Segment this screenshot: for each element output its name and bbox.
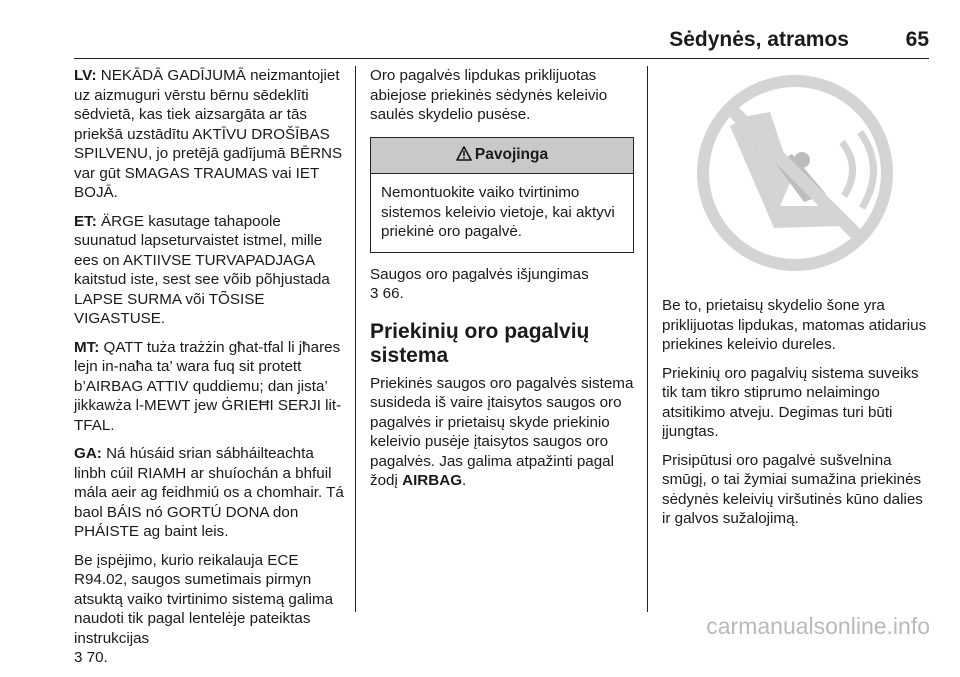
page-header — [74, 24, 929, 59]
column-middle — [370, 66, 634, 500]
body-text: Priekinės saugos oro pagalvės sistema susideda iš vaire įtaisytos saugos oro pagalvės ir prietaisų skyde priekinio keleivio pusėje įtaisytos saugos oro pagalvės. Jas galima atpažinti pagal žodį — [370, 374, 634, 489]
lang-label-mt: MT: — [74, 338, 100, 356]
warning-text: Nemontuokite vaiko tvirtinimo sistemos keleivio vietoje, kai aktyvi priekinė oro pagalvė. — [381, 184, 615, 240]
text-lv: NEKĀDĀ GADĪJUMĀ neizmantojiet uz aizmuguri vērstu bērnu sēdeklīti sēdvietā, kas tiek aizsargāta ar tās priekšā uzstādītu AKTĪVU DROŠĪBAS SPILVENU, jo pretējā gadījumā BĒRNS var gūt SMAGAS TRAUMAS vai IET BOJĀ. — [74, 67, 343, 201]
column-right — [662, 296, 930, 538]
deactivation-text: Saugos oro pagalvės išjungimas — [370, 265, 589, 283]
text-ece: Be įspėjimo, kurio reikalauja ECE R94.02, saugos sumetimais pirmyn atsuktą vaiko tvirtinimo sistemą galima naudoti tik pagal lentelėje pateiktas instrukcijas — [74, 551, 334, 647]
column-divider-left — [355, 66, 356, 612]
deactivation-paragraph — [370, 265, 634, 304]
airbag-word: AIRBAG — [402, 472, 463, 489]
sticker-intro: Oro pagalvės lipdukas priklijuotas abiejose priekinės sėdynės keleivio saulės skydelio pusėse. — [370, 67, 608, 123]
warning-header — [371, 138, 633, 175]
lang-label-et: ET: — [74, 212, 97, 230]
paragraph-ece — [74, 551, 346, 668]
text-ga: Ná húsáid srian sábháilteachta linbh cúil RIAMH ar shuíochán a bhfuil mála aeir ag feidhmiú os a chomhair. Tá baol BÁIS nó GORTÚ DONA don PHÁISTE ag baint leis. — [74, 445, 344, 540]
paragraph-lv — [74, 66, 346, 203]
paragraph-et — [74, 212, 346, 329]
warning-title: Pavojinga — [474, 145, 549, 163]
airbag-prohibition-pictogram — [664, 68, 926, 278]
section-heading: Priekinių oro pagalvių sistema — [370, 319, 590, 367]
text-et: ÄRGE kasutage tahapoole suunatud lapseturvaistet istmel, mille ees on AKTIIVSE TURVAPADJAGA kaitstud iste, sest see võib põhjustada LAPSE SURMA või TÕSISE VIGASTUSE. — [74, 212, 330, 327]
page-number: 65 — [905, 28, 929, 51]
sticker-paragraph: Be to, prietaisų skydelio šone yra priklijuotas lipdukas, matomas atidarius priekines keleivio dureles. — [662, 297, 927, 353]
lang-label-lv: LV: — [74, 67, 97, 84]
body-end: . — [462, 472, 467, 489]
paragraph-mt — [74, 338, 346, 436]
page-reference-link[interactable]: 3 70. — [74, 649, 108, 666]
column-divider-right — [647, 66, 648, 612]
column-left — [74, 66, 346, 677]
page-reference-link[interactable]: 3 66. — [370, 285, 404, 302]
protection-paragraph: Prisipūtusi oro pagalvė sušvelnina smūgį, o tai žymiai sumažina priekinės sėdynės keleivių viršutinės kūno dalies ir galvos sužalojimą. — [662, 451, 923, 527]
lang-label-ga: GA: — [74, 445, 102, 462]
section-title: Sėdynės, atramos — [669, 28, 849, 51]
warning-triangle-icon — [456, 146, 472, 161]
watermark: carmanualsonline.info — [706, 613, 930, 639]
warning-box — [370, 137, 634, 253]
body-paragraph — [370, 374, 634, 491]
text-mt: QATT tuża trażżin għat-tfal li jħares lejn in-naħa ta’ wara fuq sit protett b’AIRBAG ATTIV quddiemu; dan jista’ jikkawża l-MEWT jew ĠRIEĦI SERJI lit-TFAL. — [74, 338, 342, 434]
paragraph-ga — [74, 444, 346, 542]
deployment-paragraph: Priekinių oro pagalvių sistema suveiks tik tam tikro stiprumo nelaimingo atsitikimo atveju. Degimas turi būti įjungtas. — [662, 364, 919, 440]
